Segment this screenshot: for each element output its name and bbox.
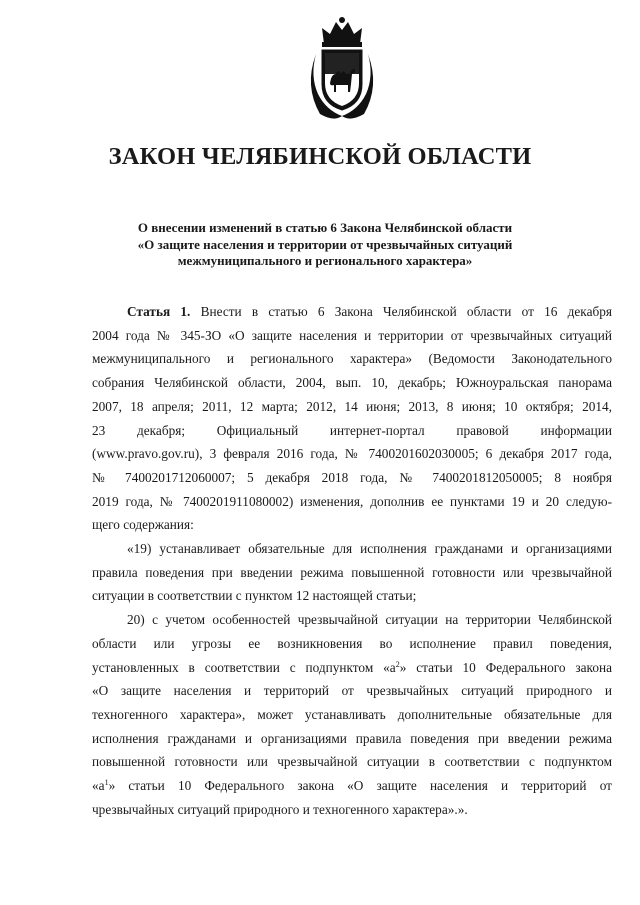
body-line: собрания Челябинской области, 2004, вып. 10, декабрь; Южноуральская панорама <box>92 375 612 391</box>
body-line: 2019 года, № 7400201911080002) изменения, дополнив ее пунктами 19 и 20 следую- <box>92 493 612 509</box>
body-line: правила поведения при введении режима повышенной готовности или чрезвычайной <box>92 564 612 580</box>
article-label: Статья 1. <box>127 304 191 319</box>
body-line: ситуации в соответствии с пунктом 12 настоящей статьи; <box>92 588 417 604</box>
body-line: 20) с учетом особенностей чрезвычайной ситуации на территории Челябинской <box>127 612 612 628</box>
body-line: техногенного характера», может устанавливать дополнительные обязательные для <box>92 706 612 722</box>
body-line: исполнения гражданами и организациями правила поведения при введении режима <box>92 730 612 746</box>
body-line: «$а^1$» статьи 10 Федерального закона «О защите населения и территорий от <box>92 778 612 794</box>
law-subtitle <box>40 220 610 270</box>
body-line: (www.pravo.gov.ru), 3 февраля 2016 года, № 7400201602030005; 6 декабря 2017 года, <box>92 446 612 462</box>
body-line: 2004 года № 345-ЗО «О защите населения и территории от чрезвычайных ситуаций <box>92 327 612 343</box>
body-line: области или угрозы ее возникновения во исполнение правил поведения, <box>92 635 612 651</box>
body-line: 2007, 18 апреля; 2011, 12 марта; 2012, 14 июня; 2013, 8 июня; 10 октября; 2014, <box>92 398 612 414</box>
body-line: 23 декабря; Официальный интернет-портал правовой информации <box>92 422 612 438</box>
chelyabinsk-coat-of-arms-icon <box>300 14 384 122</box>
body-line: № 7400201712060007; 5 декабря 2018 года, № 7400201812050005; 8 ноября <box>92 469 612 485</box>
body-line: чрезвычайных ситуаций природного и техногенного характера».». <box>92 801 468 817</box>
article-1 <box>92 300 612 537</box>
body-line: установленных в соответствии с подпунктом «$а^2$» статьи 10 Федерального закона <box>92 659 612 675</box>
body-line: щего содержания: <box>92 517 194 533</box>
body-line: Статья 1. Внести в статью 6 Закона Челябинской области от 16 декабря <box>127 304 612 319</box>
body-line: «19) устанавливает обязательные для исполнения гражданами и организациями <box>127 541 612 557</box>
subtitle-line: О внесении изменений в статью 6 Закона Челябинской области <box>137 220 513 235</box>
item-19 <box>92 537 612 608</box>
body-line: «О защите населения и территорий от чрезвычайных ситуаций природного и <box>92 683 612 699</box>
item-20 <box>92 608 612 821</box>
subtitle-line: «О защите населения и территории от чрезвычайных ситуаций <box>137 236 513 252</box>
body-line: повышенной готовности или чрезвычайной ситуации в соответствии с подпунктом <box>92 754 612 770</box>
body-line: межмуниципального и регионального характера» (Ведомости Законодательного <box>92 351 612 367</box>
superscript: 2 <box>395 659 400 669</box>
subtitle-line: межмуниципального и регионального характера» <box>177 253 473 268</box>
superscript: 1 <box>104 778 109 788</box>
law-body <box>92 300 612 821</box>
law-title: ЗАКОН ЧЕЛЯБИНСКОЙ ОБЛАСТИ <box>108 143 532 170</box>
